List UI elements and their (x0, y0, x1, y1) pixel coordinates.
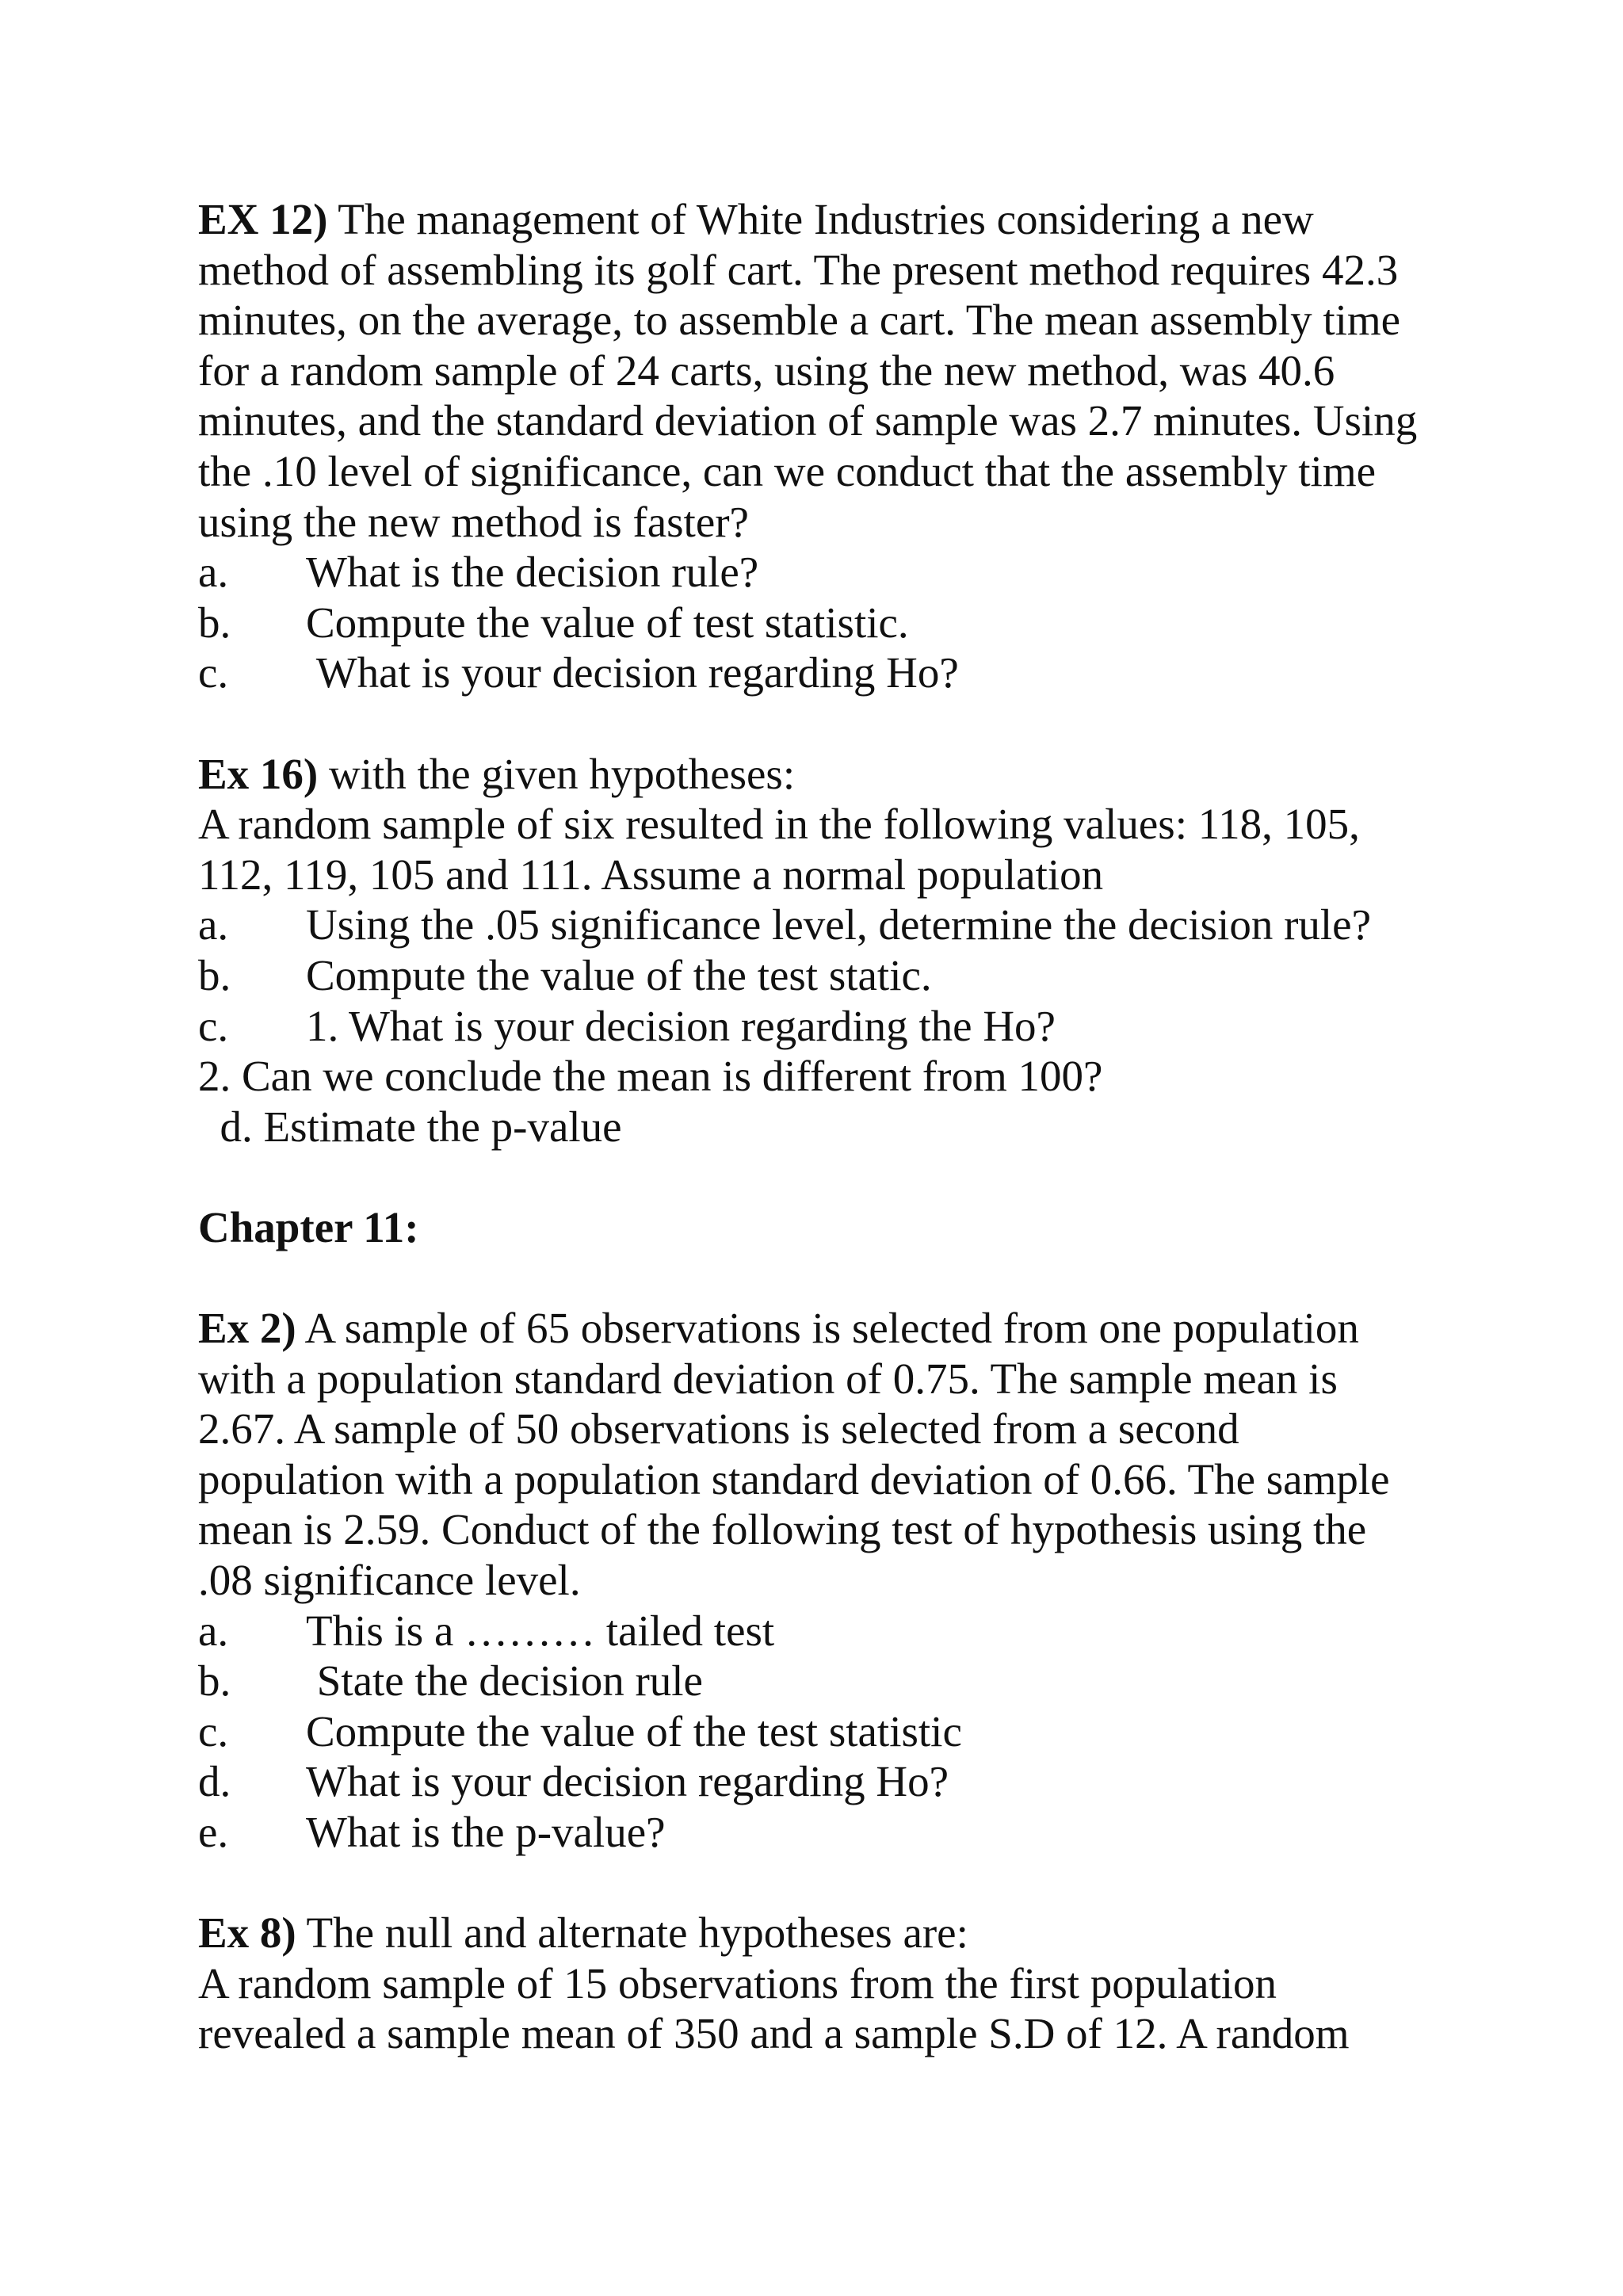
exercise-12-text: method of assembling its golf cart. The present method requires 42.3 (198, 245, 1399, 294)
exercise-16-text: 112, 119, 105 and 111. Assume a normal population (198, 850, 1104, 899)
exercise-2 (198, 1303, 1450, 1858)
list-item (198, 1001, 1450, 1052)
list-item-text: Compute the value of test statistic. (306, 598, 909, 647)
list-item-text: 1. What is your decision regarding the Ho? (306, 1001, 1056, 1050)
list-item (198, 900, 1450, 950)
exercise-12-text: for a random sample of 24 carts, using the new method, was 40.6 (198, 346, 1335, 395)
list-item (198, 1756, 1450, 1807)
exercise-16-text: A random sample of six resulted in the following values: 118, 105, (198, 800, 1360, 849)
exercise-16-text: 2. Can we conclude the mean is different from 100? (198, 1052, 1103, 1101)
exercise-2-text: mean is 2.59. Conduct of the following test of hypothesis using the (198, 1505, 1367, 1554)
exercise-16-first-line (198, 749, 1450, 800)
list-item-label: c. (198, 648, 229, 697)
exercise-2-first-line (198, 1303, 1450, 1354)
exercise-2-tag: Ex 2) (198, 1304, 296, 1353)
exercise-8-first-line (198, 1908, 1450, 1958)
exercise-2-text: A sample of 65 observations is selected from one population (296, 1304, 1359, 1353)
exercise-2-text: population with a population standard deviation of 0.66. The sample (198, 1454, 1390, 1503)
list-item (198, 1656, 1450, 1706)
list-item-label: e. (198, 1808, 229, 1856)
exercise-12-first-line (198, 194, 1450, 245)
list-item-label: a. (198, 548, 229, 597)
list-item-text: Compute the value of the test static. (306, 950, 932, 999)
exercise-12-text: minutes, and the standard deviation of sample was 2.7 minutes. Using (198, 396, 1418, 445)
exercise-12-text: The management of White Industries considering a new (327, 195, 1314, 243)
list-item (198, 1807, 1450, 1858)
list-item-label: c. (198, 1706, 229, 1755)
list-item-label: c. (198, 1001, 229, 1050)
list-item-label: b. (198, 1656, 231, 1706)
exercise-8 (198, 1908, 1450, 2059)
document-page (198, 194, 1450, 2059)
exercise-16 (198, 749, 1450, 1152)
list-item-label: a. (198, 1606, 229, 1655)
list-item (198, 1606, 1450, 1656)
exercise-8-text: A random sample of 15 observations from the first population (198, 1958, 1277, 2008)
list-item (198, 648, 1450, 698)
list-item-text: Compute the value of the test statistic (306, 1706, 962, 1755)
exercise-8-tag: Ex 8) (198, 1908, 296, 1958)
chapter-heading: Chapter 11: (198, 1202, 419, 1251)
exercise-2-text: 2.67. A sample of 50 observations is selected from a second (198, 1404, 1239, 1454)
list-item (198, 547, 1450, 598)
exercise-16-text: with the given hypotheses: (318, 749, 796, 798)
exercise-8-text: The null and alternate hypotheses are: (296, 1908, 968, 1958)
list-item-label: d. (198, 1757, 231, 1806)
list-item (198, 598, 1450, 648)
exercise-12-text: minutes, on the average, to assemble a cart. The mean assembly time (198, 296, 1401, 345)
list-item (198, 1706, 1450, 1757)
list-item-text: What is the p-value? (306, 1808, 666, 1856)
exercise-2-text: .08 significance level. (198, 1556, 581, 1605)
spacer (198, 698, 1450, 749)
exercise-12-tag: EX 12) (198, 195, 328, 243)
exercise-12-text: using the new method is faster? (198, 497, 749, 546)
list-item-text: Using the .05 significance level, determine the decision rule? (306, 900, 1371, 949)
exercise-12-text: the .10 level of significance, can we conduct that the assembly time (198, 446, 1377, 495)
exercise-12 (198, 194, 1450, 698)
spacer (198, 1858, 1450, 1908)
exercise-2-text: with a population standard deviation of 0.75. The sample mean is (198, 1354, 1338, 1403)
list-item-label: b. (198, 950, 231, 999)
list-item (198, 950, 1450, 1001)
list-item-text: What is your decision regarding Ho? (306, 648, 959, 697)
list-item-text: What is your decision regarding Ho? (306, 1757, 949, 1806)
list-item-label: a. (198, 900, 229, 949)
list-item-text: This is a ……… tailed test (306, 1606, 775, 1655)
exercise-8-text: revealed a sample mean of 350 and a sample S.D of 12. A random (198, 2009, 1350, 2058)
exercise-16-text: d. Estimate the p-value (198, 1102, 622, 1151)
spacer (198, 1152, 1450, 1202)
exercise-16-tag: Ex 16) (198, 749, 319, 798)
list-item-text: State the decision rule (306, 1656, 703, 1706)
spacer (198, 1252, 1450, 1303)
list-item-text: What is the decision rule? (306, 548, 759, 597)
list-item-label: b. (198, 598, 231, 647)
